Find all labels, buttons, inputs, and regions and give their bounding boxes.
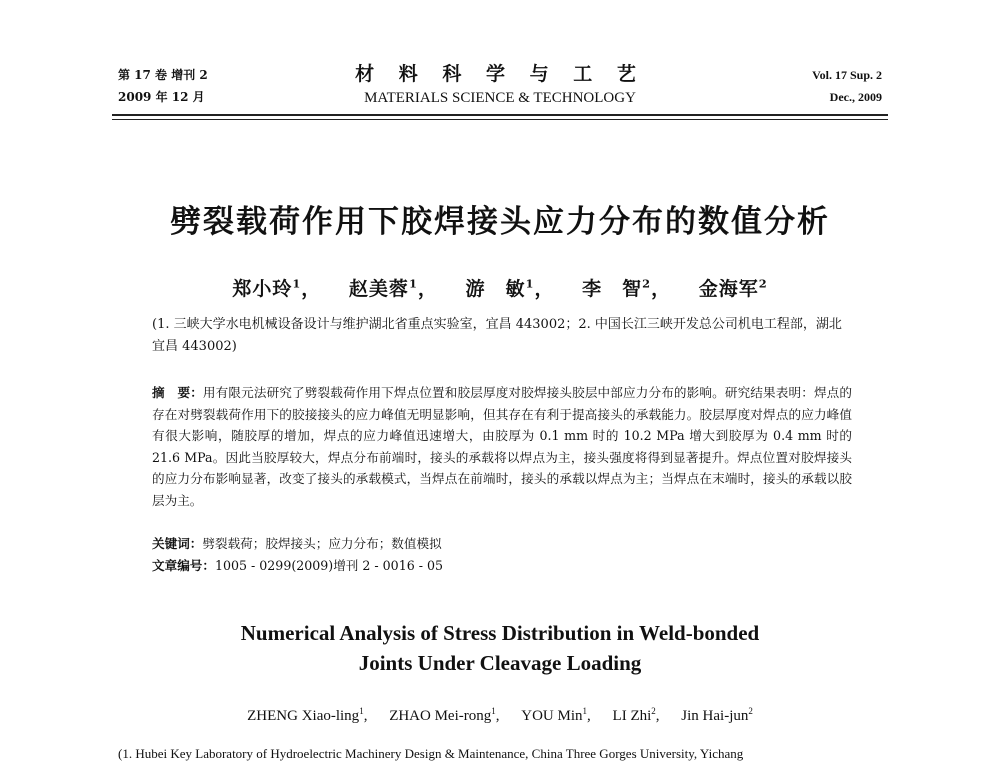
header-rule-thin <box>112 119 888 120</box>
abstract-cn <box>152 382 852 512</box>
authors-en <box>100 706 900 725</box>
author-cn: 李 智$^2$， <box>582 276 672 300</box>
header-rule-thick <box>112 114 888 116</box>
header-left <box>118 64 208 108</box>
article-number-text: 1005 - 0299(2009)增刊 2 - 0016 - 05 <box>214 558 444 573</box>
author-cn: 金海军$^2$ <box>698 276 768 300</box>
author-en: Jin Hai-jun$^2$ <box>681 706 753 724</box>
paper-title-cn: 劈裂载荷作用下胶焊接头应力分布的数值分析 <box>170 204 830 240</box>
header-right <box>812 64 882 108</box>
article-number-label: 文章编号： <box>152 558 215 573</box>
author-cn: 游 敏$^1$， <box>465 276 555 300</box>
author-en: ZHENG Xiao-ling$^1$, <box>247 706 368 724</box>
abstract-label: 摘 要： <box>152 385 203 400</box>
date-en: Dec., 2009 <box>829 90 882 104</box>
volume-cn: 第 17 卷 增刊 2 <box>118 68 208 82</box>
abstract-text: 用有限元法研究了劈裂载荷作用下焊点位置和胶层厚度对胶焊接头胶层中部应力分布的影响。研究结果表明：焊点的存在对劈裂载荷作用下的胶接接头的应力峰值无明显影响，但其存在有利于提高接头的承载能力。胶层厚度对焊点的应力峰值有很大影响，随胶厚的增加，焊点的应力峰值迅速增大，由胶厚为 0.1 mm 时的 10.2 MPa 增大到胶厚为 0.4 mm 时的 21.6 MPa。因此当胶厚较大，焊点分布前端时，接头的承载将以焊点为主，接头强度将得到显著提升。焊点位置对胶焊接头的应力分布影响显著，改变了接头的承载模式，当焊点在前端时，接头的承载以焊点为主；当焊点在末端时，接头的承载以胶层为主。 <box>152 385 853 508</box>
volume-en: Vol. 17 Sup. 2 <box>812 68 882 82</box>
keywords-text: 劈裂载荷；胶焊接头；应力分布；数值模拟 <box>202 536 442 551</box>
date-cn: 2009 年 12 月 <box>118 90 205 104</box>
paper-title-en <box>150 618 850 678</box>
journal-title-en: MATERIALS SCIENCE & TECHNOLOGY <box>364 90 636 106</box>
author-en: ZHAO Mei-rong$^1$, <box>389 706 500 724</box>
title-en-line2: Joints Under Cleavage Loading <box>358 651 642 675</box>
keywords-label: 关键词： <box>152 536 203 551</box>
article-number <box>152 555 852 576</box>
author-en: LI Zhi$^2$, <box>612 706 660 724</box>
journal-title-cn: 材 料 科 学 与 工 艺 <box>355 63 645 85</box>
author-en: YOU Min$^1$, <box>521 706 591 724</box>
author-cn: 赵美蓉$^1$， <box>348 276 438 300</box>
journal-header <box>330 62 670 108</box>
keywords-cn <box>152 533 852 554</box>
affiliation-cn: (1. 三峡大学水电机械设备设计与维护湖北省重点实验室，宜昌 443002；2. 中国长江三峡开发总公司机电工程部，湖北 宜昌 443002) <box>152 317 842 354</box>
title-en-line1: Numerical Analysis of Stress Distribution in Weld-bonded <box>240 621 760 645</box>
author-cn: 郑小玲$^1$， <box>232 276 322 300</box>
affiliation-en: (1. Hubei Key Laboratory of Hydroelectric Machinery Design & Maintenance, China Three Gorges University, Yichang <box>118 746 744 761</box>
authors-cn <box>100 274 900 301</box>
